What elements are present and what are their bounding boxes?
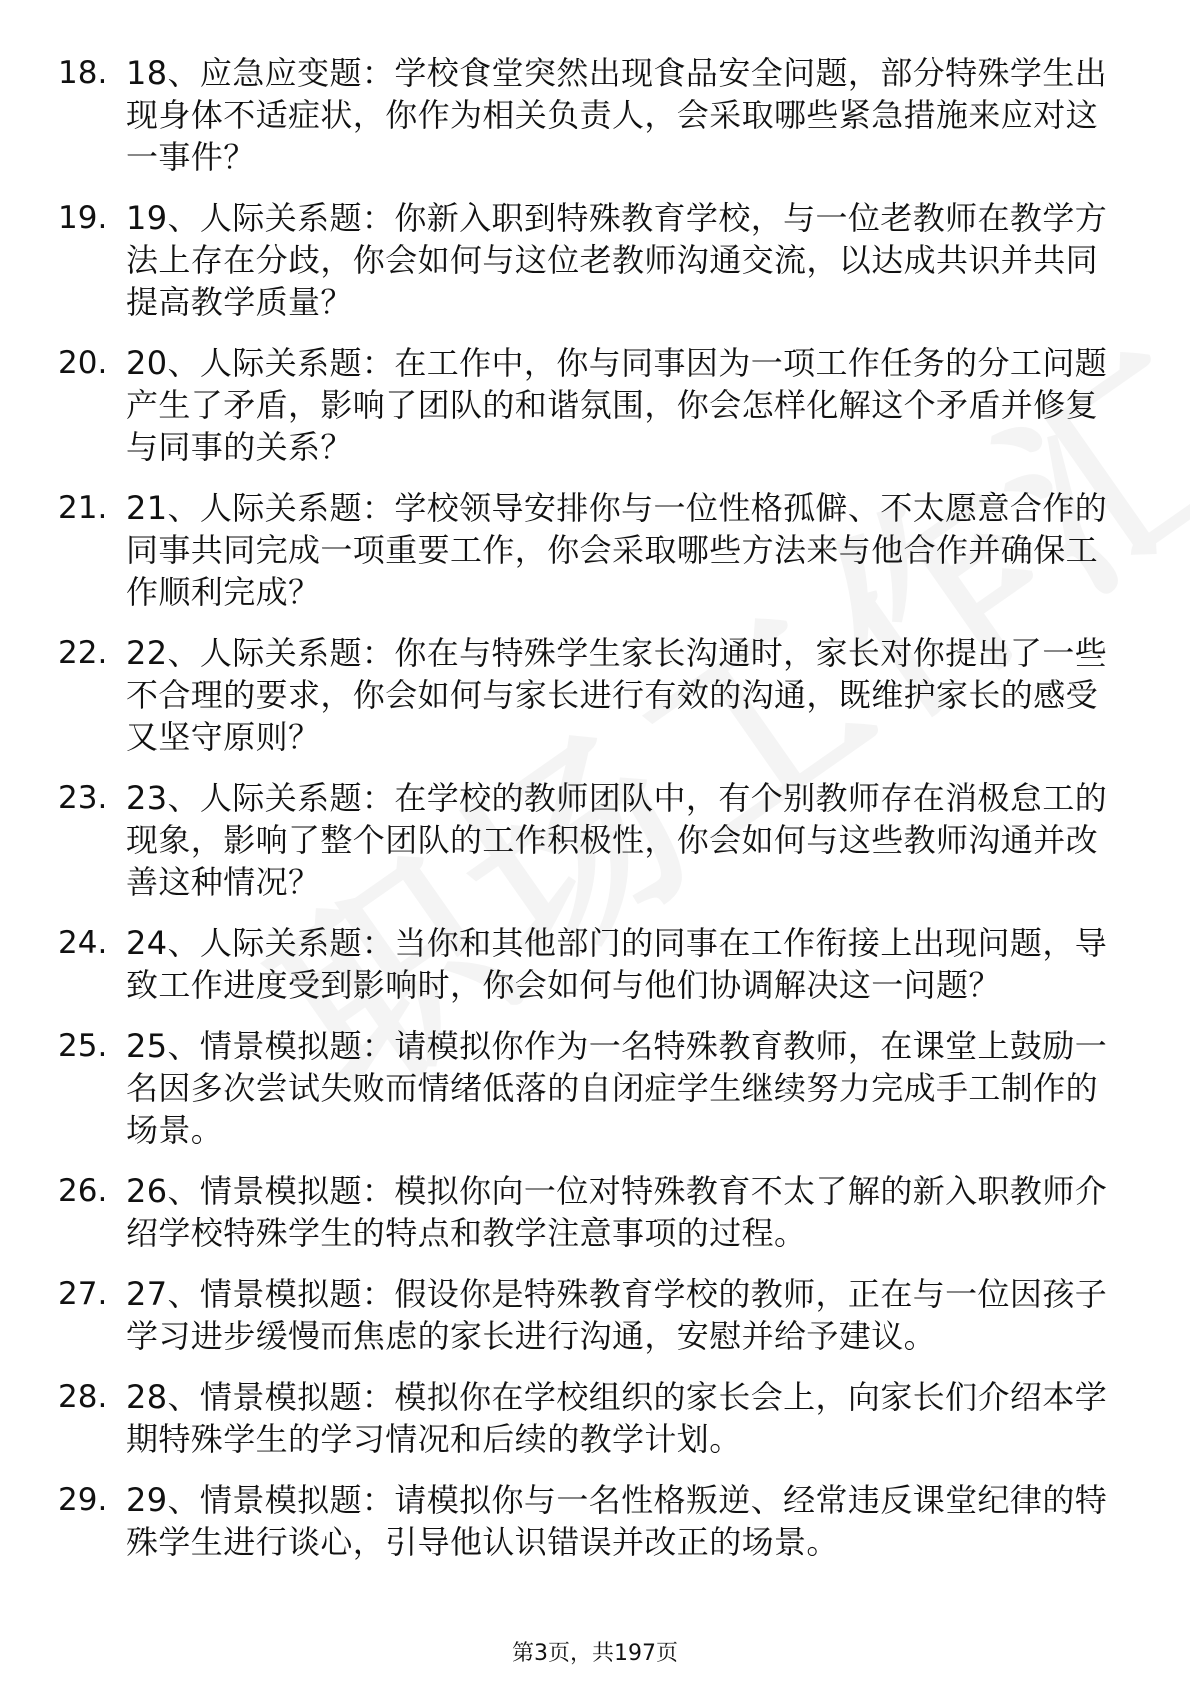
question-number: 19. — [58, 200, 108, 236]
question-number: 24. — [58, 925, 108, 961]
question-number: 20. — [58, 345, 108, 381]
question-item — [58, 632, 1128, 758]
question-number: 25. — [58, 1028, 108, 1064]
question-number: 18. — [58, 55, 108, 91]
question-item — [58, 197, 1128, 323]
question-item — [58, 52, 1128, 178]
question-number: 23. — [58, 780, 108, 816]
question-text: 22、人际关系题：你在与特殊学生家长沟通时，家长对你提出了一些不合理的要求，你会如何与家长进行有效的沟通，既维护家长的感受又坚守原则？ — [126, 634, 1108, 756]
question-text: 19、人际关系题：你新入职到特殊教育学校，与一位老教师在教学方法上存在分歧，你会如何与这位老教师沟通交流，以达成共识并共同提高教学质量？ — [126, 199, 1108, 321]
question-number: 28. — [58, 1379, 108, 1415]
question-number: 27. — [58, 1276, 108, 1312]
question-text: 29、情景模拟题：请模拟你与一名性格叛逆、经常违反课堂纪律的特殊学生进行谈心，引导他认识错误并改正的场景。 — [126, 1481, 1108, 1561]
page-footer: 第3页，共197页 — [512, 1641, 678, 1666]
question-number: 29. — [58, 1482, 108, 1518]
question-number: 21. — [58, 490, 108, 526]
question-item — [58, 1025, 1128, 1151]
question-text: 23、人际关系题：在学校的教师团队中，有个别教师存在消极怠工的现象，影响了整个团队的工作积极性，你会如何与这些教师沟通并改善这种情况？ — [126, 779, 1108, 901]
question-item — [58, 1273, 1128, 1357]
question-text: 20、人际关系题：在工作中，你与同事因为一项工作任务的分工问题产生了矛盾，影响了团队的和谐氛围，你会怎样化解这个矛盾并修复与同事的关系？ — [126, 344, 1108, 466]
question-number: 26. — [58, 1173, 108, 1209]
question-item — [58, 1170, 1128, 1254]
question-text: 27、情景模拟题：假设你是特殊教育学校的教师，正在与一位因孩子学习进步缓慢而焦虑的家长进行沟通，安慰并给予建议。 — [126, 1275, 1108, 1355]
question-text: 25、情景模拟题：请模拟你作为一名特殊教育教师，在课堂上鼓励一名因多次尝试失败而情绪低落的自闭症学生继续努力完成手工制作的场景。 — [126, 1027, 1108, 1149]
question-item — [58, 342, 1128, 468]
question-list — [58, 52, 1128, 1582]
question-text: 26、情景模拟题：模拟你向一位对特殊教育不太了解的新入职教师介绍学校特殊学生的特点和教学注意事项的过程。 — [126, 1172, 1108, 1252]
question-text: 24、人际关系题：当你和其他部门的同事在工作衔接上出现问题，导致工作进度受到影响时，你会如何与他们协调解决这一问题？ — [126, 924, 1108, 1004]
question-item — [58, 922, 1128, 1006]
question-text: 21、人际关系题：学校领导安排你与一位性格孤僻、不太愿意合作的同事共同完成一项重要工作，你会采取哪些方法来与他合作并确保工作顺利完成？ — [126, 489, 1108, 611]
question-number: 22. — [58, 635, 108, 671]
question-item — [58, 777, 1128, 903]
question-item — [58, 1376, 1128, 1460]
question-text: 18、应急应变题：学校食堂突然出现食品安全问题，部分特殊学生出现身体不适症状，你作为相关负责人，会采取哪些紧急措施来应对这一事件？ — [126, 54, 1108, 176]
question-text: 28、情景模拟题：模拟你在学校组织的家长会上，向家长们介绍本学期特殊学生的学习情况和后续的教学计划。 — [126, 1378, 1108, 1458]
question-item — [58, 487, 1128, 613]
question-item — [58, 1479, 1128, 1563]
